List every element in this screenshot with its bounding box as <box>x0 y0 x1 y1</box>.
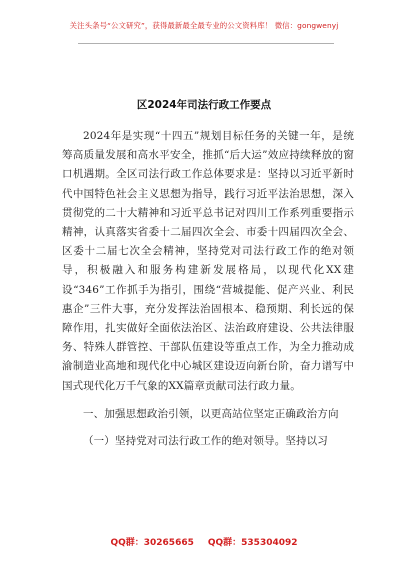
section-heading: 一、加强思想政治引领，以更高站位坚定正确政治方向 <box>83 407 339 420</box>
contact-footer <box>0 535 408 548</box>
document-title: 区2024年司法行政工作要点 <box>136 99 272 111</box>
promo-header: 关注头条号“公文研究”，获得最新最全最专业的公文资料库！ 微信：gongwenyj <box>69 21 339 30</box>
qq-group-right: QQ群：535304092 <box>207 538 298 548</box>
qq-group-left: QQ群：30265665 <box>110 538 194 548</box>
document-body <box>62 127 354 451</box>
intro-paragraph: 2024年是实现“十四五”规划目标任务的关键一年，是统筹高质量发展和高水平安全，推抓“后大运”效应持续释放的窗口机遇期。全区司法行政工作总体要求是：坚持以习近平新时代中国特色社会主义思想为指导，践行习近平法治思想，深入贯彻党的二十大精神和习近平总书记对四川工作系列重要指示精神，认真落实省委十二届四次全会、市委十四届四次全会、区委十二届七次全会精神，坚持党对司法行政工作的绝对领导，积极融入和服务构建新发展格局，以现代化XX建设“346”工作抓手为指引，围绕“营城提能、促产兴业、利民惠企”三件大事，充分发挥法治固根本、稳预期、利长远的保障作用，扎实做好全面依法治区、法治政府建设、公共法律服务、特殊人群管控、干部队伍建设等重点工作，为全力推动成渝制造业高地和现代化中心城区建设迈向新台阶，奋力谱写中国式现代化万千气象的XX篇章贡献司法行政力量。 <box>62 130 354 392</box>
header-divider <box>78 43 334 44</box>
subsection-heading: （一）坚持党对司法行政工作的绝对领导。坚持以习 <box>83 435 328 448</box>
